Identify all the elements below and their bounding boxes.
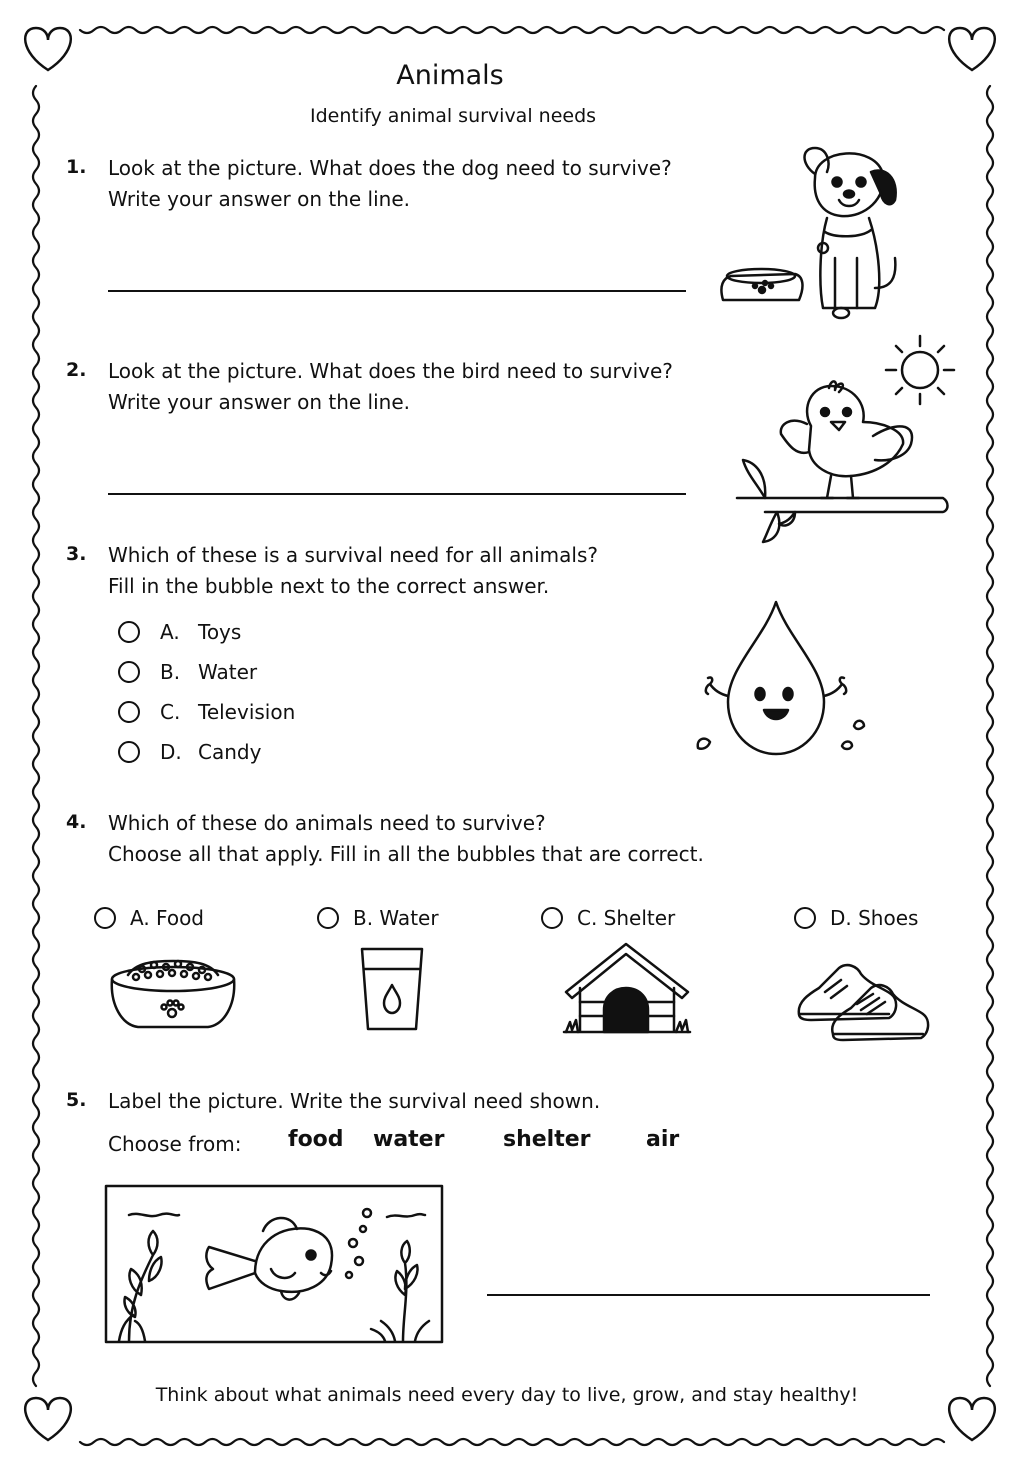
border-wave [80,27,944,33]
question-2-answer-line[interactable] [108,493,686,495]
page-subtitle: Identify animal survival needs [309,105,597,127]
question-4-text [108,808,704,870]
fish-tank-icon [105,1185,445,1345]
option-text: A. Food [130,906,205,930]
option-letter: C. [160,700,181,724]
option-text: Television [198,700,296,724]
question-1-answer-line[interactable] [108,290,686,292]
heart-icon [949,28,995,70]
answer-bubble[interactable] [94,907,116,929]
option-text: C. Shelter [577,906,676,930]
option-letter: B. [160,660,181,684]
question-4-number: 4. [66,811,87,833]
branch-icon [737,460,948,542]
question-3-option-a[interactable] [118,620,241,644]
dog-bowl-icon [721,269,802,300]
border-wave [987,86,993,1386]
question-2-line2: Write your answer on the line. [108,390,410,414]
question-3-option-c[interactable] [118,700,295,724]
question-3-option-b[interactable] [118,660,257,684]
question-3-line2: Fill in the bubble next to the correct answer. [108,574,550,598]
question-5-answer-line[interactable] [487,1294,930,1296]
question-1-line1: Look at the picture. What does the dog need to survive? [108,156,672,180]
option-text: B. Water [353,906,439,930]
footer-message: Think about what animals need every day to live, grow, and stay healthy! [155,1384,859,1406]
question-4-option-c[interactable] [541,906,675,930]
question-5-text: Label the picture. Write the survival need shown. [108,1089,601,1113]
answer-bubble[interactable] [118,621,140,643]
option-letter: D. [160,740,182,764]
question-3-text [108,540,598,602]
question-2-line1: Look at the picture. What does the bird need to survive? [108,359,673,383]
option-letter: A. [160,620,180,644]
answer-bubble[interactable] [794,907,816,929]
bird-icon [735,378,955,548]
question-5-number: 5. [66,1089,87,1111]
answer-bubble[interactable] [317,907,339,929]
question-3-number: 3. [66,543,87,565]
choice-word-food: food [288,1127,344,1152]
option-text: D. Shoes [830,906,919,930]
answer-bubble[interactable] [118,741,140,763]
question-4-option-a[interactable] [94,906,204,930]
option-text: Candy [198,740,262,764]
answer-bubble[interactable] [118,701,140,723]
question-3-line1: Which of these is a survival need for all animals? [108,543,598,567]
question-4-line1: Which of these do animals need to survive? [108,811,546,835]
dog-icon [715,138,915,318]
question-1-text [108,153,672,215]
border-wave [80,1439,944,1445]
question-1-line2: Write your answer on the line. [108,187,410,211]
question-2-text [108,356,673,418]
question-2-number: 2. [66,359,87,381]
choice-word-water: water [373,1127,445,1152]
question-4-option-d[interactable] [794,906,918,930]
question-1-number: 1. [66,156,87,178]
shoes-icon [795,958,935,1040]
question-4-option-b[interactable] [317,906,439,930]
answer-bubble[interactable] [118,661,140,683]
option-text: Toys [198,620,242,644]
answer-bubble[interactable] [541,907,563,929]
water-drop-icon [692,598,882,763]
option-text: Water [198,660,258,684]
choose-from-label: Choose from: [108,1132,242,1156]
question-4-line2: Choose all that apply. Fill in all the bubbles that are correct. [108,842,704,866]
question-3-option-d[interactable] [118,740,261,764]
food-bowl-icon [108,955,238,1030]
border-wave [33,86,39,1386]
water-glass-icon [356,945,428,1035]
choice-word-shelter: shelter [503,1127,591,1152]
doghouse-icon [560,940,694,1036]
choice-word-air: air [646,1127,680,1152]
page-title: Animals [396,60,504,91]
